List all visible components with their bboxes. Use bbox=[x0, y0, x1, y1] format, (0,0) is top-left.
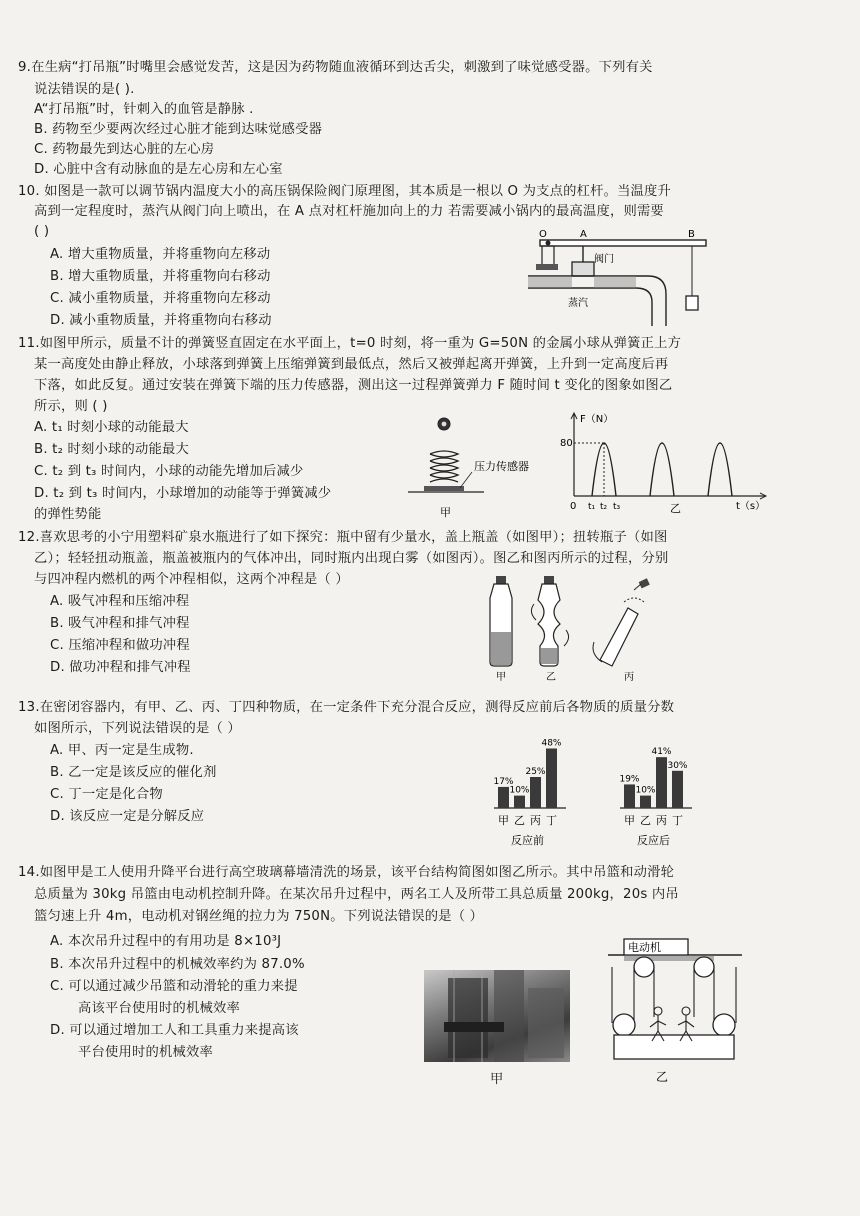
y-tick-80: 80 bbox=[560, 438, 573, 449]
q12-option-c: C. 压缩冲程和做功冲程 bbox=[50, 638, 190, 653]
q10-option-d: D. 减小重物质量，并将重物向右移动 bbox=[50, 313, 272, 328]
q13-option-b: B. 乙一定是该反应的催化剂 bbox=[50, 765, 217, 780]
q14-option-d-cont: 平台使用时的机械效率 bbox=[78, 1045, 213, 1060]
bar-1-3 bbox=[530, 777, 541, 808]
value-label-2-2: 10% bbox=[635, 785, 656, 796]
caption-jia: 甲 bbox=[440, 506, 451, 519]
movable-pulley-left bbox=[613, 1014, 635, 1036]
lever-bar bbox=[540, 240, 706, 246]
force-pulse-3 bbox=[708, 443, 732, 496]
q13-option-c: C. 丁一定是化合物 bbox=[50, 787, 163, 802]
q14-stem-line3: 篮匀速上升 4m，电动机对钢丝绳的拉力为 750N。下列说法错误的是（ ） bbox=[34, 909, 484, 924]
caption-yi: 乙 bbox=[670, 502, 681, 515]
q14-option-d: D. 可以通过增加工人和工具重力来提高该 bbox=[50, 1023, 299, 1038]
q12-bottle-figures bbox=[478, 572, 668, 682]
q10-option-a: A. 增大重物质量，并将重物向左移动 bbox=[50, 247, 271, 262]
bar-2-2 bbox=[640, 796, 651, 808]
q12-option-a: A. 吸气冲程和压缩冲程 bbox=[50, 594, 190, 609]
caption-jia: 甲 bbox=[496, 672, 506, 682]
q9-stem-line2: 说法错误的是( ). bbox=[34, 82, 135, 97]
sensor-label: 压力传感器 bbox=[474, 460, 529, 473]
category-label-2-3: 丙 bbox=[656, 814, 667, 827]
q14-caption-jia: 甲 bbox=[490, 1072, 504, 1087]
t1-label: t₁ bbox=[588, 502, 596, 512]
category-label-1-3: 丙 bbox=[530, 814, 541, 827]
bar-2-1 bbox=[624, 784, 635, 808]
q12-option-b: B. 吸气冲程和排气冲程 bbox=[50, 616, 190, 631]
pressure-sensor bbox=[424, 486, 464, 491]
motor-label: 电动机 bbox=[628, 941, 661, 954]
t2-label: t₂ bbox=[600, 502, 608, 512]
category-label-2-1: 甲 bbox=[624, 814, 635, 827]
top-pulley-right bbox=[694, 957, 714, 977]
q9-option-c: C. 药物最先到达心脏的左心房 bbox=[34, 142, 215, 157]
valve-plug bbox=[572, 262, 594, 276]
q11-stem-line2: 某一高度处由静止释放，小球落到弹簧上压缩弹簧到最低点，然后又被弹起离开弹簧，上升到一定高度后再 bbox=[34, 357, 669, 372]
pivot-o bbox=[546, 241, 551, 246]
caption-bing: 丙 bbox=[624, 672, 634, 682]
category-label-2-4: 丁 bbox=[672, 814, 683, 827]
spring bbox=[430, 451, 458, 482]
q13-option-a: A. 甲、丙一定是生成物. bbox=[50, 743, 194, 758]
support-base bbox=[536, 264, 558, 270]
category-label-2-2: 乙 bbox=[640, 814, 651, 827]
caption-yi: 乙 bbox=[656, 1070, 669, 1084]
q14-photo-jia bbox=[424, 970, 570, 1062]
q11-stem-line1: 11.如图甲所示，质量不计的弹簧竖直固定在水平面上，t=0 时刻，将一重为 G=50N 的金属小球从弹簧正上方 bbox=[18, 336, 682, 351]
q11-stem-line4: 所示，则 ( ) bbox=[34, 399, 108, 414]
q13-stem-line1: 13.在密闭容器内，有甲、乙、丙、丁四种物质，在一定条件下充分混合反应，测得反应前后各物质的质量分数 bbox=[18, 700, 675, 715]
q14-option-c-cont: 高该平台使用时的机械效率 bbox=[78, 1001, 240, 1016]
q13-mass-fraction-charts bbox=[484, 720, 734, 850]
q10-stem-line3: ( ) bbox=[34, 224, 50, 239]
q11-option-d-cont: 的弹性势能 bbox=[34, 507, 102, 522]
q9-option-a: A“打吊瓶”时，针刺入的血管是静脉 . bbox=[34, 102, 254, 117]
q9-option-b: B. 药物至少要两次经过心脏才能到达味觉感受器 bbox=[34, 122, 323, 137]
origin-label: 0 bbox=[570, 501, 577, 512]
category-label-1-2: 乙 bbox=[514, 814, 525, 827]
label-o: O bbox=[539, 229, 547, 240]
bottle-jia bbox=[490, 576, 512, 666]
q12-option-d: D. 做功冲程和排气冲程 bbox=[50, 660, 191, 675]
force-pulse-2 bbox=[650, 443, 674, 496]
q10-stem-line2: 高到一定程度时，蒸汽从阀门向上喷出，在 A 点对杠杆施加向上的力 若需要减小锅内的最高温度，则需要 bbox=[34, 204, 664, 219]
bar-1-4 bbox=[546, 748, 557, 808]
q14-pulley-diagram bbox=[600, 935, 750, 1085]
category-label-1-1: 甲 bbox=[498, 814, 509, 827]
label-steam: 蒸汽 bbox=[568, 298, 588, 309]
q12-stem-line2: 乙）；轻轻扭动瓶盖，瓶盖被瓶内的气体冲出，同时瓶内出现白雾（如图丙）。图乙和图丙所示的过程，分别 bbox=[34, 551, 669, 566]
caption-yi: 乙 bbox=[546, 672, 556, 682]
value-label-2-3: 41% bbox=[651, 747, 672, 758]
label-valve: 阀门 bbox=[594, 254, 614, 265]
q14-stem-line1: 14.如图甲是工人使用升降平台进行高空玻璃幕墙清洗的场景，该平台结构简图如图乙所示。其中吊篮和动滑轮 bbox=[18, 865, 675, 880]
q11-option-c: C. t₂ 到 t₃ 时间内，小球的动能先增加后减少 bbox=[34, 464, 304, 479]
value-label-1-3: 25% bbox=[525, 767, 546, 777]
bar-2-3 bbox=[656, 757, 667, 808]
basket bbox=[614, 1035, 734, 1059]
q11-option-d: D. t₂ 到 t₃ 时间内，小球增加的动能等于弹簧减少 bbox=[34, 486, 332, 501]
label-a: A bbox=[580, 229, 587, 240]
top-pulley-left bbox=[634, 957, 654, 977]
value-label-2-4: 30% bbox=[667, 760, 688, 771]
bar-1-2 bbox=[514, 796, 525, 808]
q10-valve-diagram bbox=[528, 226, 728, 330]
weight bbox=[686, 296, 698, 310]
q14-option-b: B. 本次吊升过程中的机械效率约为 87.0% bbox=[50, 957, 305, 972]
q11-force-time-graph bbox=[560, 410, 770, 520]
bar-1-1 bbox=[498, 787, 509, 808]
q11-option-a: A. t₁ 时刻小球的动能最大 bbox=[34, 420, 189, 435]
value-label-1-2: 10% bbox=[509, 785, 530, 796]
q11-figure-jia bbox=[400, 410, 550, 520]
y-axis-label: F（N） bbox=[580, 414, 614, 425]
q11-option-b: B. t₂ 时刻小球的动能最大 bbox=[34, 442, 190, 457]
category-label-1-4: 丁 bbox=[546, 814, 557, 827]
label-b: B bbox=[688, 229, 695, 240]
q14-option-c: C. 可以通过减少吊篮和动滑轮的重力来提 bbox=[50, 979, 298, 994]
t3-label: t₃ bbox=[613, 502, 621, 512]
value-label-2-1: 19% bbox=[619, 774, 640, 785]
q13-stem-line2: 如图所示，下列说法错误的是（ ） bbox=[34, 721, 241, 736]
x-axis-label: t（s） bbox=[736, 501, 766, 512]
movable-pulley-right bbox=[713, 1014, 735, 1036]
q14-stem-line2: 总质量为 30kg 吊篮由电动机控制升降。在某次吊升过程中，两名工人及所带工具总质量 200kg，20s 内吊 bbox=[34, 887, 679, 902]
value-label-1-1: 17% bbox=[493, 776, 514, 787]
bottle-bing bbox=[593, 578, 650, 666]
chart-title-2: 反应后 bbox=[637, 834, 670, 847]
q10-option-b: B. 增大重物质量，并将重物向右移动 bbox=[50, 269, 271, 284]
q10-stem-line1: 10. 如图是一款可以调节锅内温度大小的高压锅保险阀门原理图，其本质是一根以 O 为支点的杠杆。当温度升 bbox=[18, 184, 672, 199]
q10-option-c: C. 减小重物质量，并将重物向左移动 bbox=[50, 291, 271, 306]
q13-option-d: D. 该反应一定是分解反应 bbox=[50, 809, 205, 824]
q9-stem-line1: 9.在生病“打吊瓶”时嘴里会感觉发苦，这是因为药物随血液循环到达舌尖，刺激到了味觉感受器。下列有关 bbox=[18, 60, 653, 75]
q12-stem-line3: 与四冲程内燃机的两个冲程相似，这两个冲程是（ ） bbox=[34, 572, 349, 587]
q11-stem-line3: 下落，如此反复。通过安装在弹簧下端的压力传感器，测出这一过程弹簧弹力 F 随时间 t 变化的图象如图乙 bbox=[34, 378, 673, 393]
q12-stem-line1: 12.喜欢思考的小宁用塑料矿泉水瓶进行了如下探究：瓶中留有少量水，盖上瓶盖（如图甲）；扭转瓶子（如图 bbox=[18, 530, 668, 545]
bar-2-4 bbox=[672, 771, 683, 808]
bottle-yi bbox=[531, 576, 568, 666]
q9-option-d: D. 心脏中含有动脉血的是左心房和左心室 bbox=[34, 162, 283, 177]
q14-option-a: A. 本次吊升过程中的有用功是 8×10³J bbox=[50, 934, 282, 949]
chart-title-1: 反应前 bbox=[511, 834, 544, 847]
value-label-1-4: 48% bbox=[541, 738, 562, 749]
